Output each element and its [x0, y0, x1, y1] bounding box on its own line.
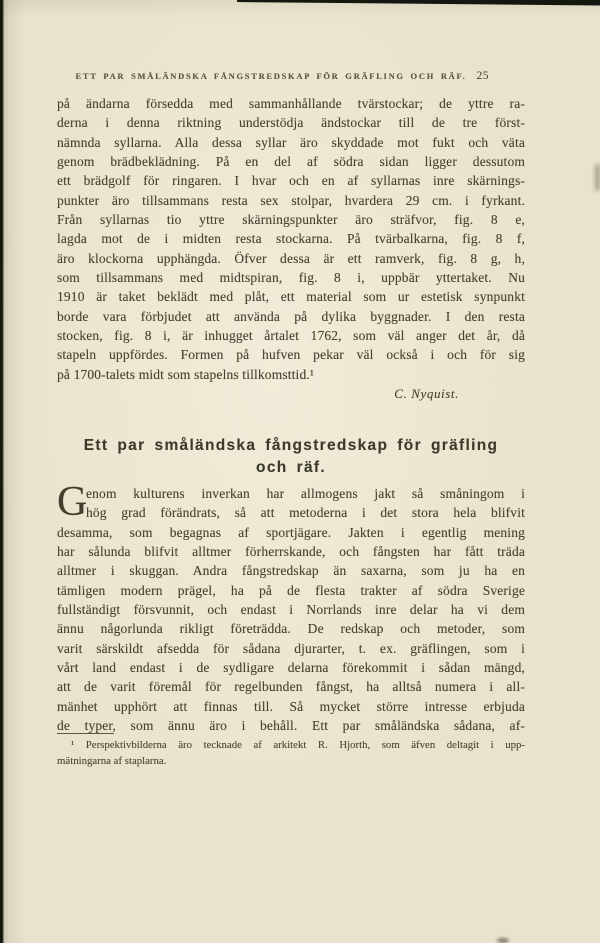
text-line: mänhet upphört att finnas till. Så mycket större intresse erbjuda	[57, 698, 525, 714]
text-line: lagda mot de i midten resta stockarna. På tvärbalkarna, fig. 8 f,	[57, 231, 525, 247]
running-header	[57, 71, 525, 85]
text-line: punkter äro tillsammans resta sex stolpar, hvardera 29 cm. i fyrkant.	[57, 192, 525, 208]
article-title	[57, 435, 525, 479]
text-line: vårt land endast i de sydligare delarna förekommit i sådan mängd,	[57, 660, 525, 676]
text-line: på 1700-talets midt som stapelns tillkomsttid.¹	[57, 366, 315, 382]
text-line: har sålunda blifvit alltmer förherrskande, och fångsten har fått träda	[57, 544, 525, 560]
author-signature: C. Nyquist.	[394, 386, 459, 401]
article-title-line2: och räf.	[256, 459, 326, 476]
text-line: varit särskildt afsedda för sådana djurarter, t. ex. gräflingen, som i	[57, 640, 525, 656]
text-column	[57, 0, 525, 943]
text-line: nämnda syllarna. Alla dessa syllar äro skyddade mot fukt och väta	[57, 134, 525, 150]
footnote-line: ¹ Perspektivbilderna äro tecknade af arkitekt R. Hjorth, som äfven deltagit i upp-	[71, 739, 525, 751]
text-line: derna i denna riktning understödja ändstockar till de tre först-	[57, 115, 525, 131]
text-line: hög grad förändrats, så att metoderna i det stora hela blifvit	[86, 505, 525, 521]
text-line: stocken, fig. 8 i, är inhugget årtalet 1762, som väl anger det år, då	[57, 328, 525, 344]
text-line: ett brädgolf för ringaren. I hvar och en af syllarnas inre skärnings-	[57, 173, 525, 189]
text-line: 1910 är taket beklädt med plåt, ett material som ur estetisk synpunkt	[57, 289, 525, 305]
footnote-line: mätningarna af staplarna.	[57, 755, 167, 767]
text-line: ännu någorlunda rikligt företrädda. De redskap och metoder, som	[57, 621, 525, 637]
text-line: äro klockorna upphängda. Öfver dessa är ett ramverk, fig. 8 g, h,	[57, 250, 525, 266]
text-line: genom brädbeklädning. På en del af södra sidan ligger dessutom	[57, 154, 525, 170]
text-line: stapeln uppfördes. Formen på hufven pekar väl också i och för sig	[57, 347, 525, 363]
article-title-line1: Ett par småländska fångstredskap för gräfling	[83, 437, 499, 454]
footnote-separator-rule	[57, 733, 114, 734]
paragraph-continuation	[57, 94, 525, 384]
text-line: Från syllarnas tio yttre skärningspunkter äro sträfvor, fig. 8 e,	[57, 212, 525, 228]
footnote	[57, 737, 525, 769]
scan-edge-left	[0, 0, 4, 943]
text-line: som tillsammans med midtspiran, fig. 8 i, uppbär yttertaket. Nu	[57, 270, 525, 286]
text-line: alltmer i skuggan. Andra fångstredskap än saxarna, som ju ha en	[57, 563, 525, 579]
text-line: enom kulturens inverkan har allmogens jakt så småningom i	[86, 486, 525, 501]
text-line: att de varit föremål för regelbunden fångst, ha alltså numera i all-	[57, 679, 525, 695]
text-line: borde vara förbjudet att använda på dylika byggnader. I den resta	[57, 308, 525, 324]
text-line: tämligen modern prägel, ha på de flesta trakter af södra Sverige	[57, 582, 525, 598]
text-line: fullständigt försvunnit, och endast i Norrlands inre delar ha vi dem	[57, 602, 525, 618]
drop-cap-initial: G	[57, 479, 88, 525]
page-number: 25	[476, 70, 489, 82]
article-opening-paragraph	[57, 479, 525, 735]
text-line: desamma, som begagnas af sportjägare. Jakten i egentlig mening	[57, 524, 525, 540]
text-line: på ändarna försedda med sammanhållande tvärstockar; de yttre ra-	[57, 96, 525, 111]
running-head-title: ETT PAR SMÅLÄNDSKA FÅNGSTREDSKAP FÖR GRÄFLING OCH RÄF.	[75, 71, 467, 81]
text-line: de typer, som ännu äro i behåll. Ett par småländska sådana, af-	[57, 718, 525, 734]
scan-artifact-right	[595, 164, 600, 191]
